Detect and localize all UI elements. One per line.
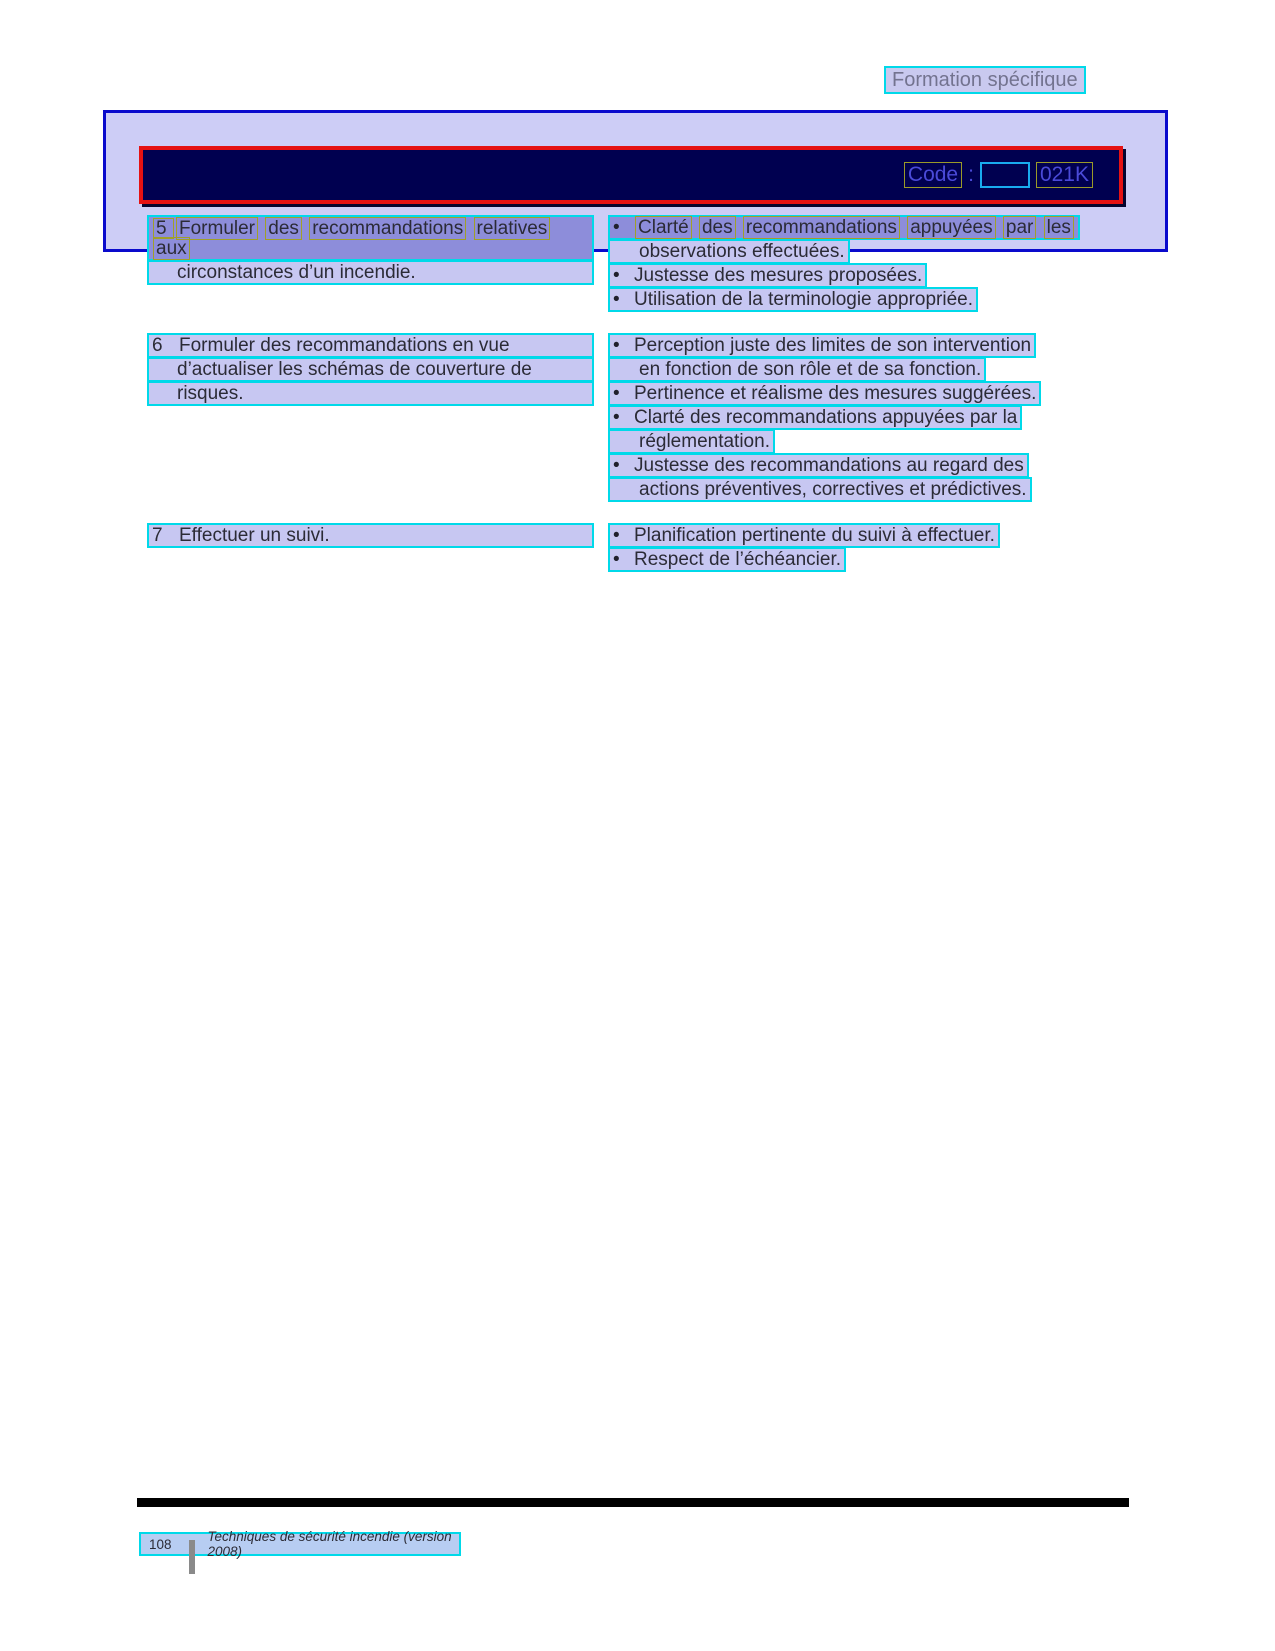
- criteria-line: en fonction de son rôle et de sa fonction.: [608, 357, 986, 382]
- objective-line: [147, 333, 594, 358]
- criteria-text: Clarté des recommandations appuyées par les: [634, 217, 1075, 238]
- table-row: [147, 334, 1112, 502]
- footer: [139, 1529, 461, 1559]
- objectives-table: [147, 216, 1112, 594]
- criteria-cell: [608, 216, 1112, 312]
- footer-doc-title: Techniques de sécurité incendie (version 2008): [207, 1529, 452, 1559]
- criteria-text: Respect de l’échéancier.: [634, 549, 842, 570]
- objective-line: d’actualiser les schémas de couverture de: [147, 357, 594, 382]
- code-label: Code: [904, 162, 962, 188]
- criteria-text: Justesse des recommandations au regard des: [634, 455, 1024, 476]
- bullet-icon: •: [613, 335, 620, 356]
- criteria-line: [608, 405, 1022, 430]
- criteria-line: [608, 547, 846, 572]
- criteria-line: [608, 215, 1080, 240]
- title-banner: [139, 146, 1123, 204]
- table-row: [147, 216, 1112, 312]
- code-line: [904, 162, 1093, 188]
- footer-rule: [137, 1498, 1129, 1507]
- bullet-icon: •: [613, 289, 620, 310]
- objective-line: [147, 215, 594, 261]
- criteria-line: [608, 333, 1036, 358]
- criteria-line: [608, 381, 1041, 406]
- bullet-icon: •: [613, 383, 620, 404]
- code-value: 021K: [1036, 162, 1093, 188]
- criteria-line: actions préventives, correctives et prédictives.: [608, 477, 1032, 502]
- bullet-icon: •: [613, 407, 620, 428]
- bullet-icon: •: [613, 549, 620, 570]
- criteria-line: [608, 263, 927, 288]
- bullet-icon: •: [613, 265, 620, 286]
- objective-line: [147, 523, 594, 548]
- objective-line: circonstances d’un incendie.: [147, 260, 594, 285]
- objective-line: risques.: [147, 381, 594, 406]
- criteria-text: Pertinence et réalisme des mesures suggérées.: [634, 383, 1037, 404]
- criteria-text: Clarté des recommandations appuyées par la: [634, 407, 1018, 428]
- criteria-line: observations effectuées.: [608, 239, 850, 264]
- criteria-text: Perception juste des limites de son intervention: [634, 335, 1032, 356]
- criteria-cell: [608, 334, 1112, 502]
- item-number: 7: [152, 525, 163, 546]
- page-header-tag: Formation spécifique: [884, 66, 1086, 94]
- footer-divider-bar: [189, 1540, 195, 1574]
- bullet-icon: •: [613, 217, 620, 238]
- bullet-icon: •: [613, 455, 620, 476]
- criteria-line: [608, 453, 1029, 478]
- criteria-text: Planification pertinente du suivi à effectuer.: [634, 525, 995, 546]
- criteria-line: [608, 287, 978, 312]
- objective-text: Effectuer un suivi.: [179, 525, 330, 546]
- criteria-cell: [608, 524, 1112, 572]
- item-number: 6: [152, 335, 163, 356]
- criteria-line: réglementation.: [608, 429, 775, 454]
- criteria-text: Justesse des mesures proposées.: [634, 265, 923, 286]
- objective-text: Formuler des recommandations relatives aux: [152, 218, 551, 259]
- criteria-text: Utilisation de la terminologie appropriée.: [634, 289, 974, 310]
- table-row: [147, 524, 1112, 572]
- code-input-field[interactable]: [980, 162, 1030, 188]
- bullet-icon: •: [613, 525, 620, 546]
- objective-text: Formuler des recommandations en vue: [179, 335, 510, 356]
- objective-cell: [147, 334, 594, 406]
- code-separator: :: [968, 163, 974, 186]
- page-number: 108: [149, 1536, 172, 1552]
- item-number: 5: [153, 218, 174, 239]
- objective-cell: [147, 216, 594, 285]
- objective-cell: [147, 524, 594, 548]
- criteria-line: [608, 523, 1000, 548]
